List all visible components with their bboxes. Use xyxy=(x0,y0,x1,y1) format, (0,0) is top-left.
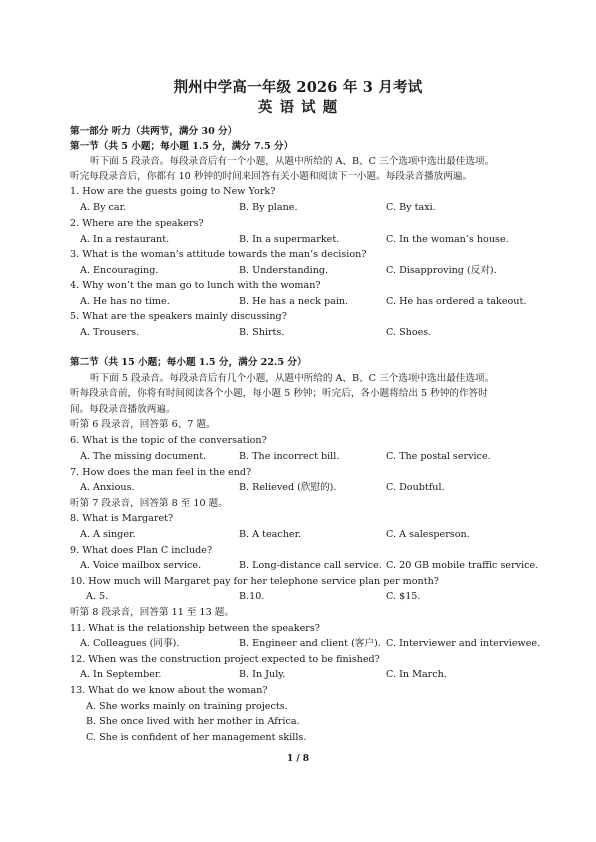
option-a: A. Colleagues (同事). xyxy=(80,638,180,649)
option-b: B. The incorrect bill. xyxy=(239,451,340,462)
dialogue-8-intro: 听第 8 段录音，回答第 11 至 13 题。 xyxy=(70,607,234,618)
option-b: B. In July. xyxy=(239,669,286,680)
option-a: A. Trousers. xyxy=(80,327,140,338)
option-a: A. A singer. xyxy=(80,529,136,540)
question-12: 12. When was the construction project expected to be finished? xyxy=(70,654,380,665)
question-7-options xyxy=(80,482,550,494)
question-4: 4. Why won’t the man go to lunch with the woman? xyxy=(70,280,321,291)
section2-heading: 第二节（共 15 小题；每小题 1.5 分，满分 22.5 分） xyxy=(70,357,307,368)
option-a: A. In a restaurant. xyxy=(80,234,170,245)
option-a: A. In September. xyxy=(80,669,162,680)
section1-instruction-line-1: 听下面 5 段录音。每段录音后有一个小题，从题中所给的 A、B、C 三个选项中选出最佳选项。 xyxy=(90,156,495,167)
question-6: 6. What is the topic of the conversation? xyxy=(70,435,267,446)
option-a: A. The missing document. xyxy=(80,451,207,462)
option-a: A. He has no time. xyxy=(80,296,170,307)
exam-title: 荆州中学高一年级 2026 年 3 月考试 xyxy=(173,79,423,96)
option-c: C. Doubtful. xyxy=(386,482,445,493)
option-c: C. Shoes. xyxy=(386,327,432,338)
section2-instruction-line-2: 听每段录音前，你将有时间阅读各个小题，每小题 5 秒钟；听完后，各小题将给出 5 秒钟的作答时 xyxy=(70,388,488,399)
option-b: B. By plane. xyxy=(239,202,298,213)
question-10-options xyxy=(80,591,550,603)
option-b: B. He has a neck pain. xyxy=(239,296,349,307)
section2-instruction-line-3: 间。每段录音播放两遍。 xyxy=(70,404,176,415)
option-c: C. A salesperson. xyxy=(386,529,470,540)
question-2: 2. Where are the speakers? xyxy=(70,218,204,229)
option-c: C. $15. xyxy=(386,591,421,602)
question-13-option-b: B. She once lived with her mother in Africa. xyxy=(86,716,300,727)
option-c: C. In the woman’s house. xyxy=(386,234,509,245)
option-c: C. Disapproving (反对). xyxy=(386,265,497,276)
question-3-options xyxy=(80,265,550,277)
option-a: A. Voice mailbox service. xyxy=(80,560,202,571)
question-11-options xyxy=(80,638,550,650)
question-13: 13. What do we know about the woman? xyxy=(70,685,268,696)
question-7: 7. How does the man feel in the end? xyxy=(70,467,252,478)
option-b: B. Long-distance call service. xyxy=(239,560,382,571)
option-a: A. Anxious. xyxy=(80,482,135,493)
section1-instruction-line-2: 听完每段录音后，你都有 10 秒钟的时间来回答有关小题和阅读下一小题。每段录音播放两遍。 xyxy=(70,171,473,182)
question-5-options xyxy=(80,327,550,339)
question-13-option-c: C. She is confident of her management skills. xyxy=(86,732,307,743)
question-11: 11. What is the relationship between the speakers? xyxy=(70,623,320,634)
question-6-options xyxy=(80,451,550,463)
question-1-options xyxy=(80,202,550,214)
option-c: C. By taxi. xyxy=(386,202,436,213)
question-12-options xyxy=(80,669,550,681)
question-3: 3. What is the woman’s attitude towards the man’s decision? xyxy=(70,249,367,260)
option-c: C. 20 GB mobile traffic service. xyxy=(386,560,539,571)
option-b: B. In a supermarket. xyxy=(239,234,340,245)
option-c: C. Interviewer and interviewee. xyxy=(386,638,541,649)
question-9-options xyxy=(80,560,550,572)
question-13-option-a: A. She works mainly on training projects. xyxy=(86,701,288,712)
section1-heading: 第一节（共 5 小题；每小题 1.5 分，满分 7.5 分） xyxy=(70,141,294,152)
question-8: 8. What is Margaret? xyxy=(70,513,174,524)
option-c: C. The postal service. xyxy=(386,451,491,462)
question-5: 5. What are the speakers mainly discussing? xyxy=(70,311,287,322)
question-2-options xyxy=(80,234,550,246)
option-c: C. In March. xyxy=(386,669,447,680)
option-b: B. Engineer and client (客户). xyxy=(239,638,381,649)
option-c: C. He has ordered a takeout. xyxy=(386,296,527,307)
option-a: A. 5. xyxy=(86,591,109,602)
option-b: B. Shirts. xyxy=(239,327,285,338)
option-b: B. Understanding. xyxy=(239,265,329,276)
option-a: A. Encouraging. xyxy=(80,265,159,276)
question-10: 10. How much will Margaret pay for her telephone service plan per month? xyxy=(70,576,439,587)
exam-subtitle: 英 语 试 题 xyxy=(257,99,339,116)
section2-instruction-line-1: 听下面 5 段录音。每段录音后有几个小题，从题中所给的 A、B、C 三个选项中选出最佳选项。 xyxy=(90,373,495,384)
question-9: 9. What does Plan C include? xyxy=(70,545,213,556)
dialogue-6-intro: 听第 6 段录音，回答第 6、7 题。 xyxy=(70,419,216,430)
question-8-options xyxy=(80,529,550,541)
page-number: 1 / 8 xyxy=(286,754,310,764)
option-a: A. By car. xyxy=(80,202,127,213)
option-b: B.10. xyxy=(239,591,265,602)
dialogue-7-intro: 听第 7 段录音，回答第 8 至 10 题。 xyxy=(70,498,228,509)
question-1: 1. How are the guests going to New York? xyxy=(70,186,276,197)
question-4-options xyxy=(80,296,550,308)
part1-heading: 第一部分 听力（共两节，满分 30 分） xyxy=(70,126,238,137)
option-b: B. A teacher. xyxy=(239,529,302,540)
option-b: B. Relieved (欣慰的). xyxy=(239,482,337,493)
